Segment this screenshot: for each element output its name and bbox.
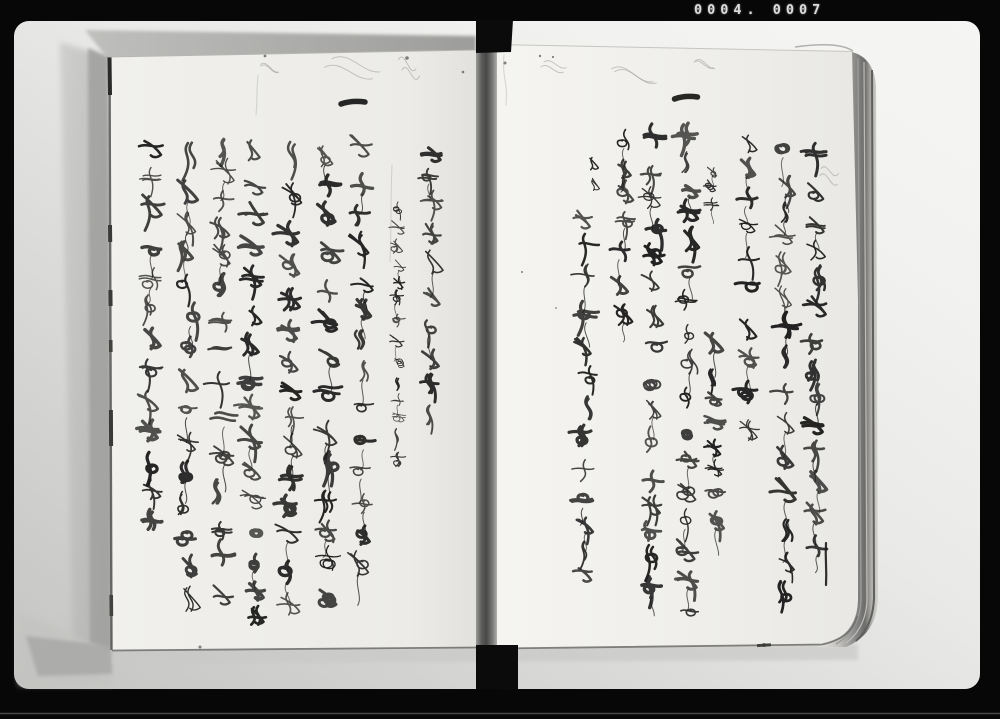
paper-speck bbox=[552, 56, 554, 58]
paper-speck bbox=[521, 271, 523, 273]
paper-speck bbox=[504, 62, 507, 65]
top-clamp bbox=[476, 20, 513, 53]
frame-counter: 0004. 0007 bbox=[694, 2, 826, 18]
left-page bbox=[108, 50, 476, 651]
paper-speck bbox=[539, 55, 541, 57]
paper-speck bbox=[462, 71, 465, 74]
paper-speck bbox=[555, 307, 557, 309]
paper-speck bbox=[762, 643, 766, 647]
spine-gutter bbox=[476, 45, 497, 649]
paper-speck bbox=[264, 55, 267, 58]
paper-speck bbox=[199, 646, 202, 649]
paper-speck bbox=[405, 56, 409, 60]
bottom-clamp bbox=[476, 645, 518, 690]
